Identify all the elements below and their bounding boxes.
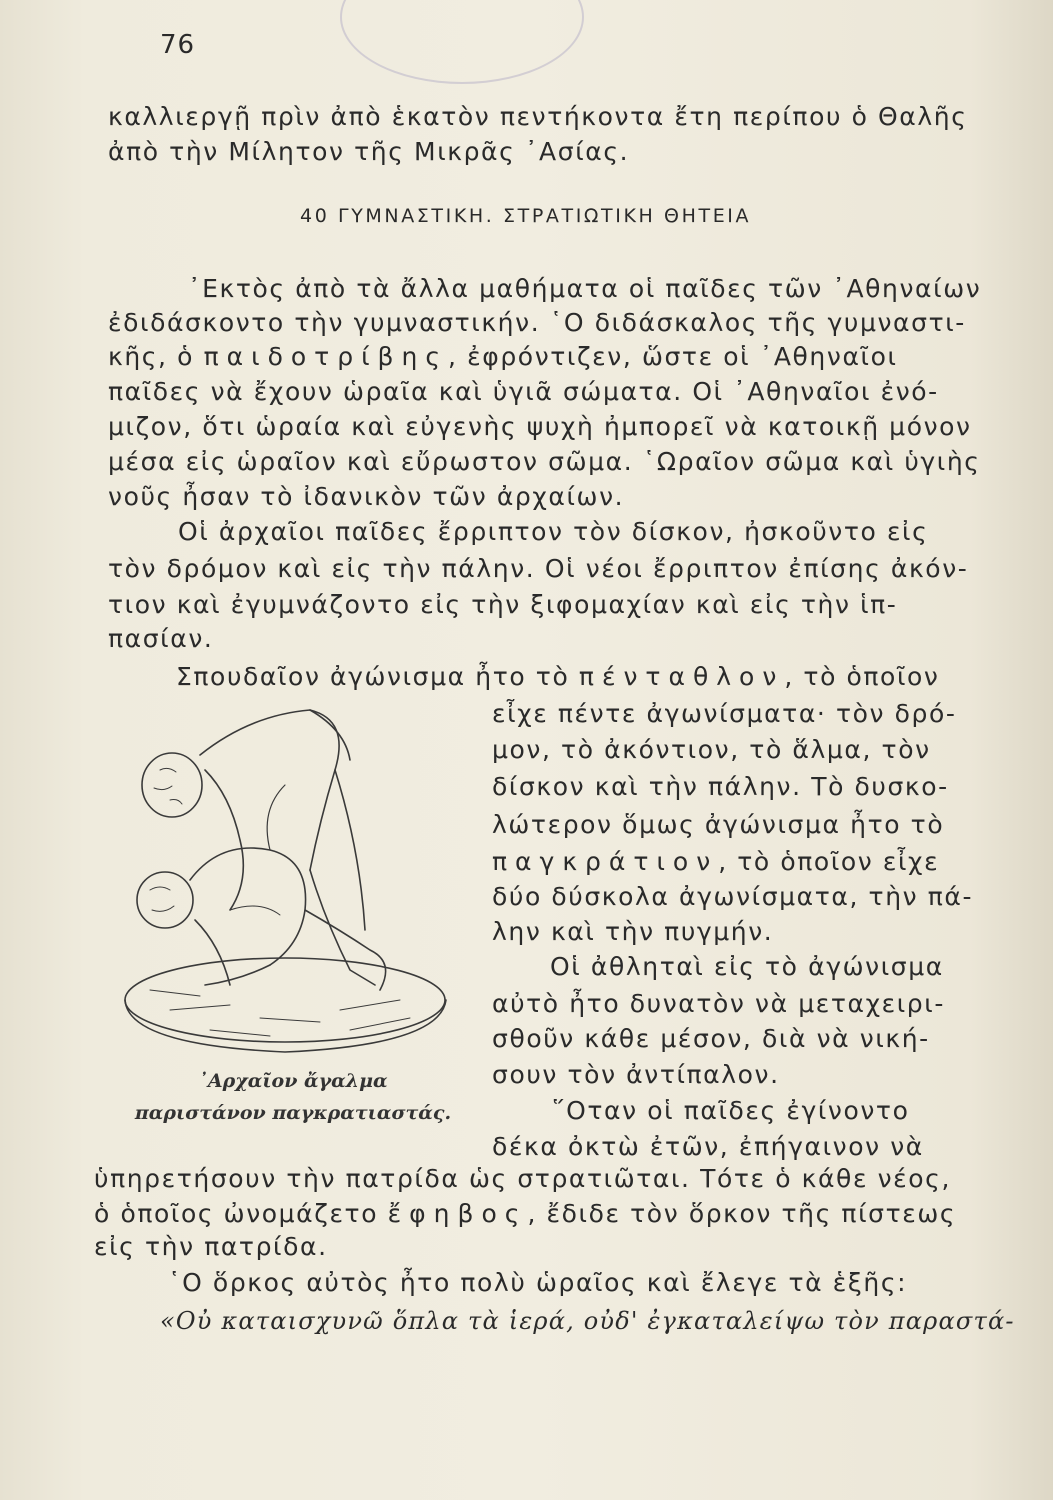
text-line: ῞Οταν οἱ παῖδες ἐγίνοντο [552,1096,910,1125]
text-line: κῆς, ὁ παιδοτρίβης, ἐφρόντιζεν, ὥστε οἱ ᾿Αθηναῖοι [108,342,898,371]
term-pentathlon: πένταθλον [578,662,785,691]
term-pankration: παγκράτιον [492,847,719,876]
figure-caption-line-2: παριστάνον παγκρατιαστάς. [134,1102,452,1124]
text-line: σθοῦν κάθε μέσον, διὰ νὰ νική- [492,1024,930,1053]
text-line: παῖδες νὰ ἔχουν ὡραῖα καὶ ὑγιᾶ σώματα. Οἱ ᾿Αθηναῖοι ἐνό- [108,377,939,406]
pankratiasts-statue-illustration [110,700,460,1065]
text-line: ἐδιδάσκοντο τὴν γυμναστικήν. ῾Ο διδάσκαλος τῆς γυμναστι- [108,308,966,337]
text-line: σουν τὸν ἀντίπαλον. [492,1060,780,1089]
text-line: αὐτὸ ἦτο δυνατὸν νὰ μεταχειρι- [492,989,945,1018]
text-line: εἰς τὴν πατρίδα. [94,1232,328,1261]
text-line: καλλιεργῇ πρὶν ἀπὸ ἑκατὸν πεντήκοντα ἔτη περίπου ὁ Θαλῆς [108,102,968,131]
lower-wrestler-leg [305,910,386,990]
text-line: ὁ ὁποῖος ὠνομάζετο ἔφηβος, ἔδιδε τὸν ὅρκον τῆς πίστεως [94,1199,957,1228]
text-line: τὸν δρόμον καὶ εἰς τὴν πάλην. Οἱ νέοι ἔρριπτον ἐπίσης ἀκόν- [108,554,969,583]
text-line: τιον καὶ ἐγυμνάζοντο εἰς τὴν ξιφομαχίαν καὶ εἰς τὴν ἱπ- [108,590,898,619]
text-line: ὑπηρετήσουν τὴν πατρίδα ὡς στρατιῶται. Τότε ὁ κάθε νέος, [94,1164,952,1193]
text-line: δύο δύσκολα ἀγωνίσματα, τὴν πά- [492,882,974,911]
upper-wrestler-head [142,753,202,817]
text-line: Σπουδαῖον ἀγώνισμα ἦτο τὸ πένταθλον, τὸ ὁποῖον [176,662,940,691]
text-line: πασίαν. [108,624,214,653]
lower-wrestler-arm [195,920,230,985]
text-line: μέσα εἰς ὡραῖον καὶ εὔρωστον σῶμα. ῾Ωραῖον σῶμα καὶ ὑγιὴς [108,447,981,476]
figure-caption-line-1: ᾿Αρχαῖον ἄγαλμα [198,1070,388,1092]
text-line: ἀπὸ τὴν Μίλητον τῆς Μικρᾶς ᾿Ασίας. [108,137,630,166]
page-number: 76 [160,30,196,60]
upper-wrestler-arm [205,770,243,910]
text-line: δίσκον καὶ τὴν πάλην. Τὸ δυσκο- [492,772,949,801]
text-line: εἶχε πέντε ἀγωνίσματα· τὸν δρό- [492,699,957,728]
oath-quote-line: «Οὐ καταισχυνῶ ὅπλα τὰ ἱερά, οὐδ' ἐγκαταλείψω τὸν παραστά- [160,1307,1015,1335]
text-line: ῾Ο ὅρκος αὐτὸς ἦτο πολὺ ὡραῖος καὶ ἔλεγε τὰ ἑξῆς: [168,1268,908,1297]
text-line: Οἱ ἀθληταὶ εἰς τὸ ἀγώνισμα [550,952,944,981]
section-heading: 40 ΓΥΜΝΑΣΤΙΚΗ. ΣΤΡΑΤΙΩΤΙΚΗ ΘΗΤΕΙΑ [300,205,752,227]
term-efivos: ἔφηβος [387,1199,528,1228]
term-paidotrivis: παιδοτρίβης [203,342,449,371]
pedestal-side [125,1000,446,1052]
text-line: παγκράτιον, τὸ ὁποῖον εἶχε [492,847,940,876]
text-line: δέκα ὀκτὼ ἐτῶν, ἐπήγαινον νὰ [492,1132,924,1161]
text-line: νοῦς ἦσαν τὸ ἰδανικὸν τῶν ἀρχαίων. [108,482,625,511]
text-line: μον, τὸ ἀκόντιον, τὸ ἅλμα, τὸν [492,735,931,764]
text-line: λην καὶ τὴν πυγμήν. [492,917,774,946]
text-line: λώτερον ὅμως ἀγώνισμα ἦτο τὸ [492,810,945,839]
text-line: Οἱ ἀρχαῖοι παῖδες ἔρριπτον τὸν δίσκον, ἠσκοῦντο εἰς [178,517,929,546]
library-stamp [340,0,584,84]
text-line: ᾿Εκτὸς ἀπὸ τὰ ἄλλα μαθήματα οἱ παῖδες τῶν ᾿Αθηναίων [188,274,982,303]
lower-wrestler-head [137,872,193,928]
text-line: μιζον, ὅτι ὡραία καὶ εὐγενὴς ψυχὴ ἠμπορεῖ νὰ κατοικῇ μόνον [108,412,972,441]
